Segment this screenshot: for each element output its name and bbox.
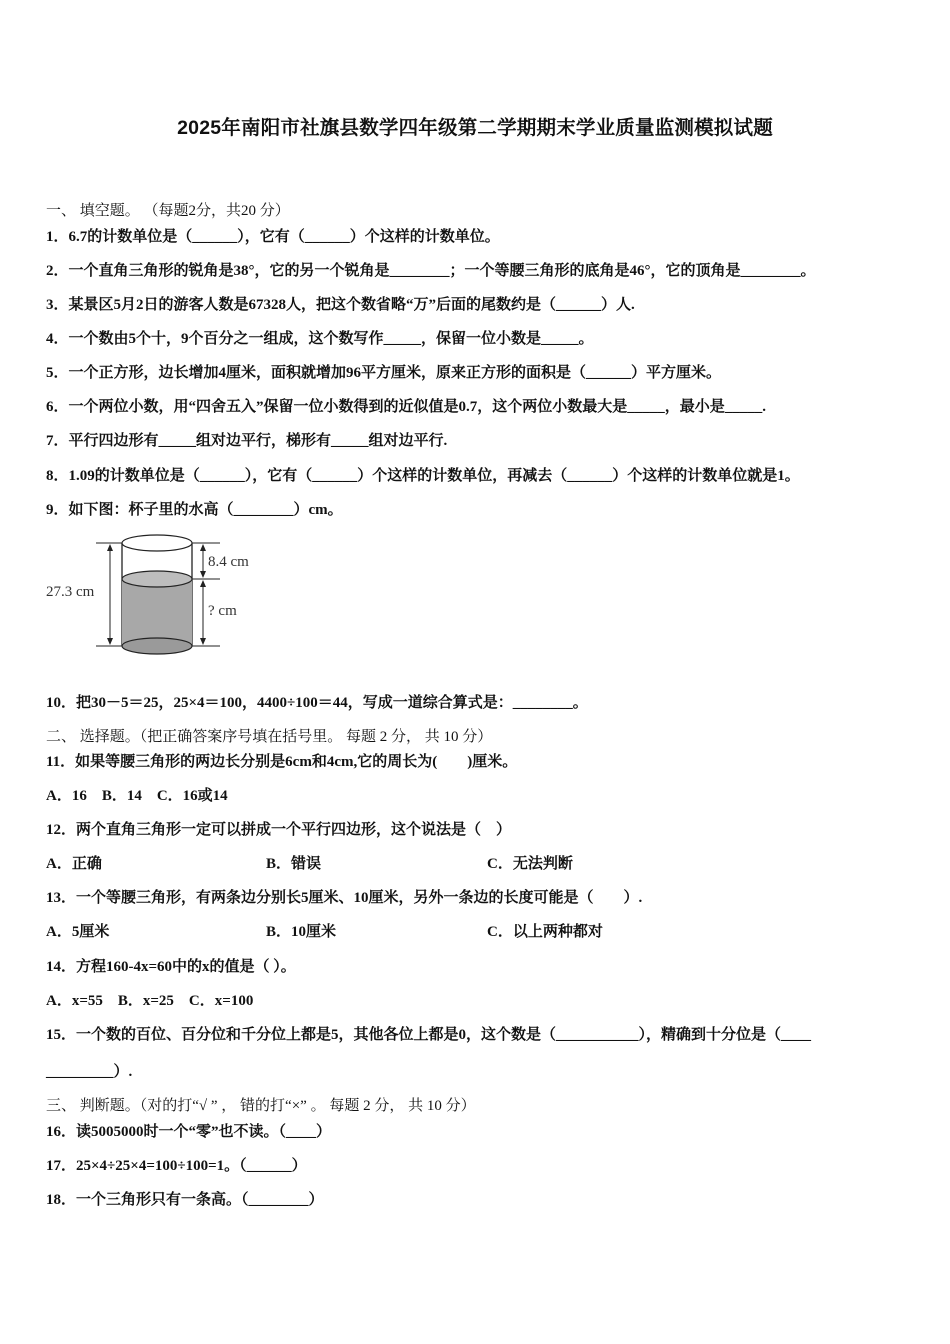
cup-total-height-label: 27.3 cm	[46, 584, 95, 600]
page-title: 2025年南阳市社旗县数学四年级第二学期期末学业质量监测模拟试题	[177, 117, 773, 139]
question-10: 10．把30－5＝25，25×4＝100，4400÷100＝44，写成一道综合算式是：________。	[46, 695, 588, 711]
question-13-option-c: C．以上两种都对	[487, 924, 603, 940]
question-5: 5．一个正方形，边长增加4厘米，面积就增加96平方厘米，原来正方形的面积是（______）平方厘米。	[46, 365, 722, 381]
question-12-option-b: B．错误	[266, 856, 322, 872]
question-16: 16．读5005000时一个“零”也不读。（____）	[46, 1124, 332, 1140]
question-13-option-b: B．10厘米	[266, 924, 337, 940]
question-8: 8．1.09的计数单位是（______），它有（______）个这样的计数单位，再减去（______）个这样的计数单位就是1。	[46, 468, 800, 484]
question-7: 7．平行四边形有_____组对边平行，梯形有_____组对边平行.	[46, 433, 448, 449]
cup-top-gap-label: 8.4 cm	[208, 554, 249, 570]
cup-water-figure	[40, 530, 280, 660]
question-1: 1．6.7的计数单位是（______），它有（______）个这样的计数单位。	[46, 229, 500, 245]
question-13-option-a: A．5厘米	[46, 924, 110, 940]
cup-water-height-label: ? cm	[208, 603, 237, 619]
question-11: 11．如果等腰三角形的两边长分别是6cm和4cm,它的周长为( )厘米。	[46, 754, 518, 770]
question-15-continued: _________）.	[46, 1064, 133, 1080]
question-15: 15．一个数的百位、百分位和千分位上都是5，其他各位上都是0，这个数是（___________），精确到十分位是（____	[46, 1027, 812, 1043]
question-3: 3．某景区5月2日的游客人数是67328人，把这个数省略“万”后面的尾数约是（______）人.	[46, 297, 635, 313]
question-17: 17．25×4÷25×4=100÷100=1。（______）	[46, 1158, 307, 1174]
question-2: 2．一个直角三角形的锐角是38°，它的另一个锐角是________；一个等腰三角形的底角是46°，它的顶角是________。	[46, 263, 816, 279]
question-14-options: A．x=55 B．x=25 C．x=100	[46, 993, 254, 1009]
question-18: 18．一个三角形只有一条高。（________）	[46, 1192, 324, 1208]
section-true-false-heading: 三、 判断题。（对的打“√ ” ， 错的打“×” 。 每题 2 分， 共 10 分）	[46, 1098, 476, 1114]
section-fill-in-blank-heading: 一、 填空题。 （每题2分，共20 分）	[46, 203, 290, 219]
question-11-options: A．16 B．14 C．16或14	[46, 788, 228, 804]
question-14: 14．方程160-4x=60中的x的值是（ ）。	[46, 959, 296, 975]
question-13: 13．一个等腰三角形，有两条边分别长5厘米、10厘米，另外一条边的长度可能是（ ）.	[46, 890, 643, 906]
question-4: 4．一个数由5个十，9个百分之一组成，这个数写作_____，保留一位小数是_____。	[46, 331, 594, 347]
question-12-option-c: C．无法判断	[487, 856, 573, 872]
question-6: 6．一个两位小数，用“四舍五入”保留一位小数得到的近似值是0.7，这个两位小数最大是_____，最小是_____.	[46, 399, 767, 415]
question-9: 9．如下图：杯子里的水高（________）cm。	[46, 502, 343, 518]
section-multiple-choice-heading: 二、 选择题。（把正确答案序号填在括号里。 每题 2 分， 共 10 分）	[46, 729, 493, 745]
question-12: 12．两个直角三角形一定可以拼成一个平行四边形，这个说法是（ ）	[46, 822, 512, 838]
question-12-option-a: A．正确	[46, 856, 102, 872]
